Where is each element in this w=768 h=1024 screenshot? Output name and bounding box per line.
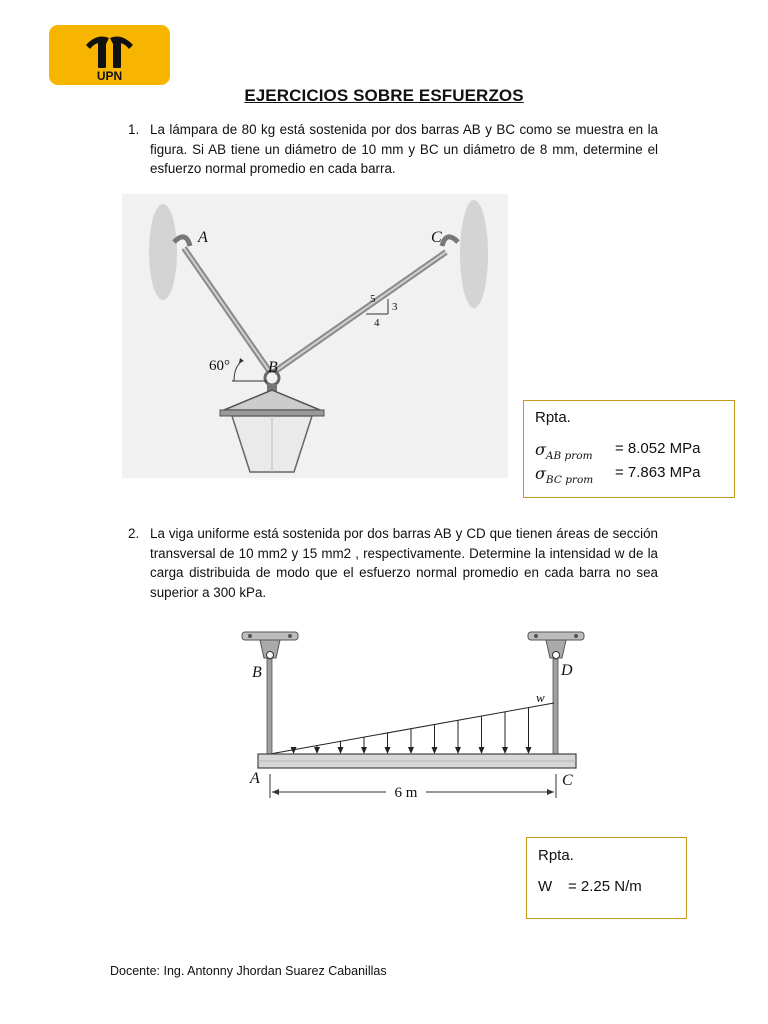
sigma-subscript: AB prom — [545, 450, 593, 462]
slope-3: 3 — [392, 301, 398, 313]
slope-4: 4 — [374, 317, 380, 329]
answer-row-bc — [535, 464, 701, 486]
left-wall-support — [149, 204, 177, 300]
answer-value: = 8.052 MPa — [615, 440, 701, 457]
upn-logo — [49, 25, 170, 85]
load-arrow-head — [432, 747, 438, 754]
answer-value: = 7.863 MPa — [615, 464, 701, 481]
sigma-symbol: σ — [535, 440, 546, 459]
load-label: w — [536, 690, 545, 705]
answer-row-w — [538, 878, 642, 895]
support-b — [242, 632, 298, 659]
load-arrow-head — [361, 747, 367, 754]
load-arrow-head — [314, 747, 320, 754]
exercise-text: La lámpara de 80 kg está sostenida por dos barras AB y BC como se muestra en la figura. Si AB tiene un diámetro de 10 mm y BC un diámetro de 8 mm, determine el esfuerzo normal promedio en cada barra. — [150, 122, 658, 177]
w-symbol: W — [538, 878, 553, 895]
upn-tree-icon — [86, 37, 133, 68]
figure-lamp — [122, 194, 508, 478]
label-a: A — [198, 229, 208, 246]
right-wall-support — [460, 200, 488, 308]
span-label: 6 m — [394, 785, 418, 801]
exercise-number: 1. — [128, 122, 140, 137]
figure-beam — [236, 628, 606, 808]
answer-box-1 — [523, 400, 735, 498]
page-title: EJERCICIOS SOBRE ESFUERZOS — [244, 86, 524, 105]
exercise-text: La viga uniforme está sostenida por dos barras AB y CD que tienen áreas de sección transversal de 10 mm2 y 15 mm2 , respectivamente. Determine la intensidad w de la carga distribuida de modo que el esfuerzo normal promedio en cada barra no sea superior a 300 kPa. — [150, 526, 658, 600]
answer-box-2 — [526, 837, 687, 919]
angle-label: 60° — [209, 358, 230, 374]
load-arrow-head — [479, 747, 485, 754]
exercise-1 — [128, 120, 658, 179]
answer-value: = 2.25 N/m — [568, 878, 642, 895]
rod-ab — [267, 659, 272, 755]
sigma-symbol: σ — [535, 464, 546, 483]
distributed-load — [270, 703, 554, 754]
rod-cd — [553, 659, 558, 755]
logo-text: UPN — [96, 69, 123, 83]
load-arrow-head — [338, 747, 344, 754]
label-b: B — [252, 664, 262, 681]
sigma-subscript: BC prom — [545, 474, 594, 486]
load-arrow-head — [385, 747, 391, 754]
load-arrow-head — [502, 747, 508, 754]
answer-row-ab — [535, 440, 701, 462]
load-arrow-head — [455, 747, 461, 754]
label-c: C — [431, 229, 442, 246]
label-a: A — [250, 770, 260, 787]
load-arrow-head — [526, 747, 532, 754]
load-arrow-head — [408, 747, 414, 754]
answer-heading: Rpta. — [535, 409, 571, 426]
answer-heading: Rpta. — [538, 847, 574, 864]
label-c: C — [562, 772, 573, 789]
support-d — [528, 632, 584, 659]
footer-teacher: Docente: Ing. Antonny Jhordan Suarez Cabanillas — [110, 964, 387, 978]
exercise-2 — [128, 524, 658, 602]
label-b: B — [268, 359, 278, 376]
label-d: D — [561, 662, 573, 679]
slope-5: 5 — [370, 293, 376, 305]
exercise-number: 2. — [128, 526, 140, 541]
